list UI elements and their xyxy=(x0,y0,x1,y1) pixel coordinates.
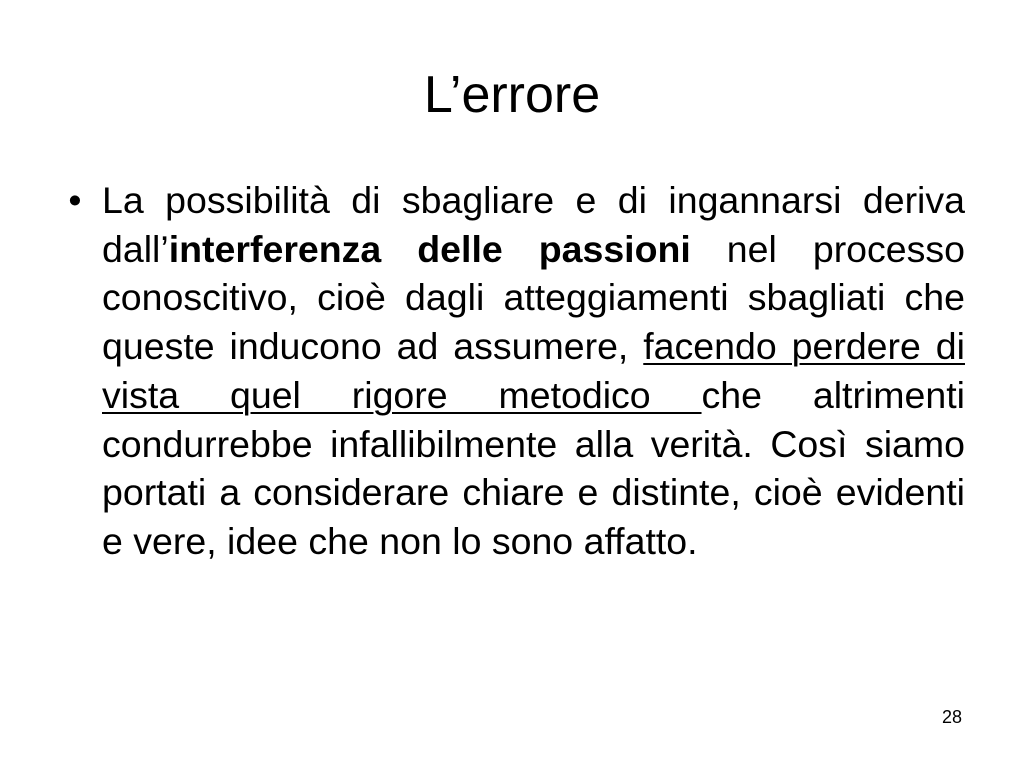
bullet-marker: • xyxy=(68,179,82,221)
bullet-text-end: che altrimenti condurrebbe infallibilmente alla verità. Così siamo portati a considerare chiare e distinte, cioè evidenti e vere, idee che non lo sono affatto. xyxy=(102,373,965,562)
bullet-text-intro: La possibilità di sbagliare e di ingannarsi deriva dall’ xyxy=(102,179,965,270)
underlined-emphasis-text: facendo perdere di vista quel rigore metodico xyxy=(102,325,965,416)
bullet-text-middle: nel processo conoscitivo, cioè dagli atteggiamenti sbagliati che queste inducono ad assumere, xyxy=(102,227,965,368)
page-number: 28 xyxy=(941,707,962,727)
slide-title: L’errore xyxy=(423,66,601,124)
bullet-item xyxy=(60,176,965,566)
bold-emphasis-text: interferenza delle passioni xyxy=(168,227,691,270)
bullet-list xyxy=(60,176,965,566)
